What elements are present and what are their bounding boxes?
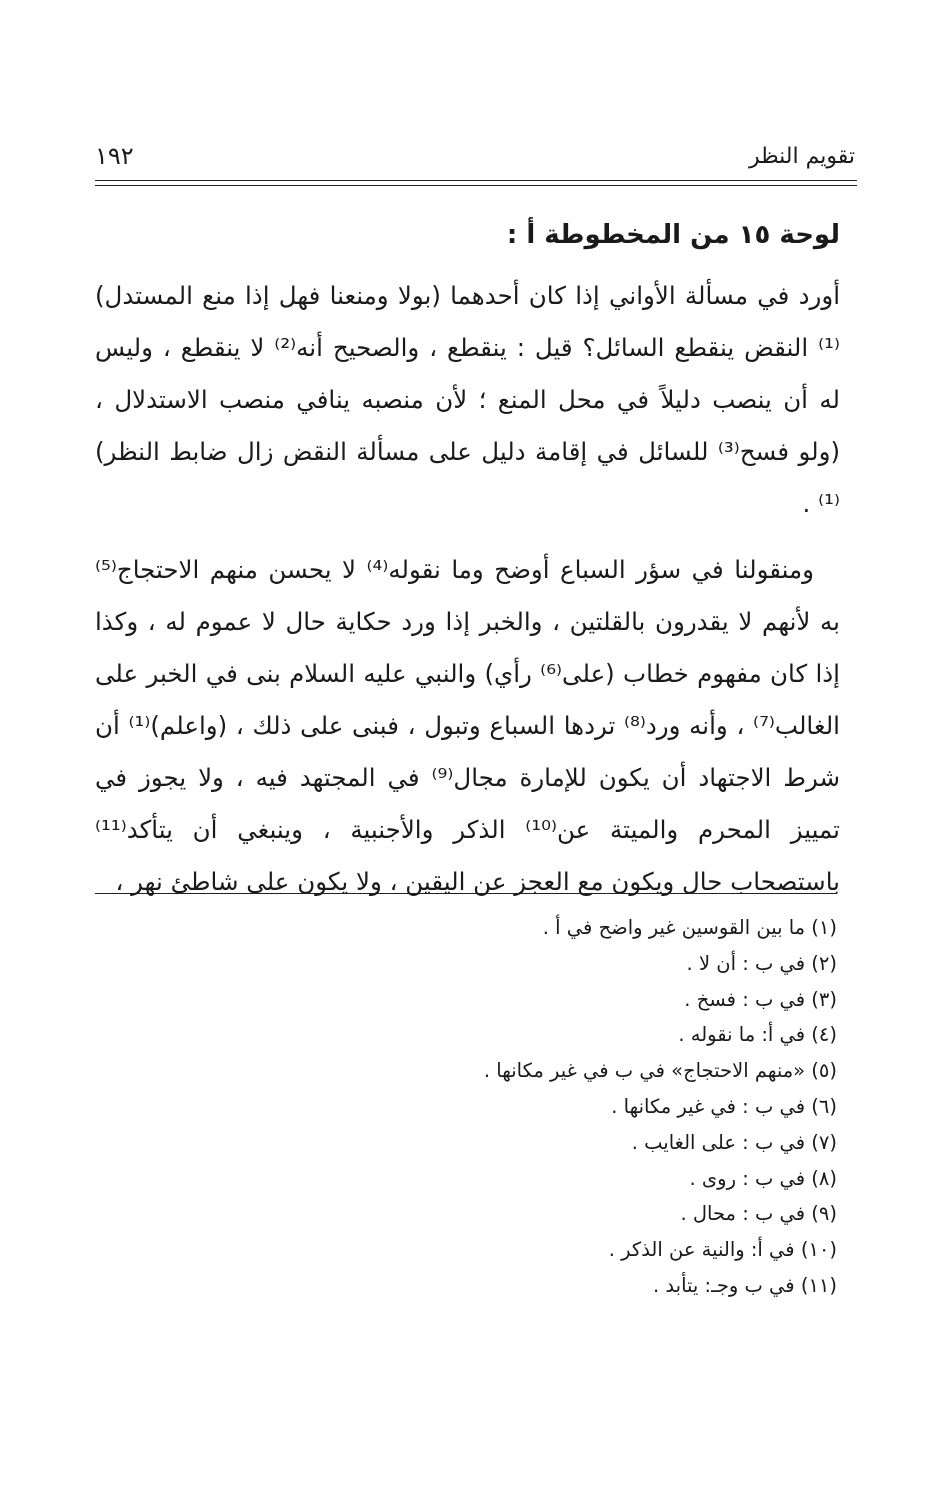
footnote-10: (١٠) في أ: والنية عن الذكر .: [608, 1238, 837, 1262]
page-number: ١٩٢: [95, 142, 134, 170]
header-rule-top: [95, 180, 857, 181]
footnote-5: (٥) «منهم الاحتجاج» في ب في غير مكانها .: [483, 1059, 837, 1083]
body-text: [95, 210, 840, 908]
footnotes-list: [95, 910, 837, 1304]
footnote-separator: [95, 893, 837, 894]
footnote-2: (٢) في ب : أن لا .: [686, 951, 837, 975]
book-title: تقويم النظر: [748, 144, 855, 169]
footnote-1: (١) ما بين القوسين غير واضح في أ .: [542, 916, 837, 939]
footnote-6: (٦) في ب : في غير مكانها .: [611, 1094, 837, 1118]
footnote-8: (٨) في ب : روى .: [689, 1166, 837, 1190]
footnote-3: (٣) في ب : فسخ .: [684, 987, 837, 1011]
header-rule-bottom: [95, 185, 857, 186]
section-heading: لوحة ١٥ من المخطوطة أ :: [506, 220, 840, 250]
footnote-4: (٤) في أ: ما نقوله .: [678, 1023, 837, 1047]
footnote-11: (١١) في ب وجـ: يتأبد .: [653, 1273, 837, 1297]
footnote-7: (٧) في ب : على الغايب .: [631, 1130, 837, 1154]
running-head: [95, 140, 855, 176]
footnote-9: (٩) في ب : محال .: [680, 1202, 837, 1226]
paragraph-2: ومنقولنا في سؤر السباع أوضح وما نقوله⁽⁴⁾ لا يحسن منهم الاحتجاج⁽⁵⁾ به لأنهم لا يقدرون بالقلتين ، والخبر إذا ورد حكاية حال لا عموم له ، وكذا إذا كان مفهوم خطاب (على⁽⁶⁾ رأي) والنبي عليه السلام بنى في الخبر على الغالب⁽⁷⁾ ، وأنه ورد⁽⁸⁾ تردها السباع وتبول ، فبنى على ذلك ، (واعلم)⁽¹⁾ أن شرط الاجتهاد أن يكون للإمارة مجال⁽⁹⁾ في المجتهد فيه ، ولا يجوز في تمييز المحرم والميتة عن⁽¹⁰⁾ الذكر والأجنبية ، وينبغي أن يتأكد⁽¹¹⁾ باستصحاب حال ويكون مع العجز عن اليقين ، ولا يكون على شاطئ نهر ،: [95, 555, 840, 896]
paragraph-1: أورد في مسألة الأواني إذا كان أحدهما (بولا ومنعنا فهل إذا منع المستدل)⁽¹⁾ النقض ينقطع السائل؟ قيل : ينقطع ، والصحيح أنه⁽²⁾ لا ينقطع ، وليس له أن ينصب دليلاً في محل المنع ؛ لأن منصبه ينافي منصب الاستدلال ، (ولو فسح⁽³⁾ للسائل في إقامة دليل على مسألة النقض زال ضابط النظر)⁽¹⁾ .: [95, 281, 840, 518]
